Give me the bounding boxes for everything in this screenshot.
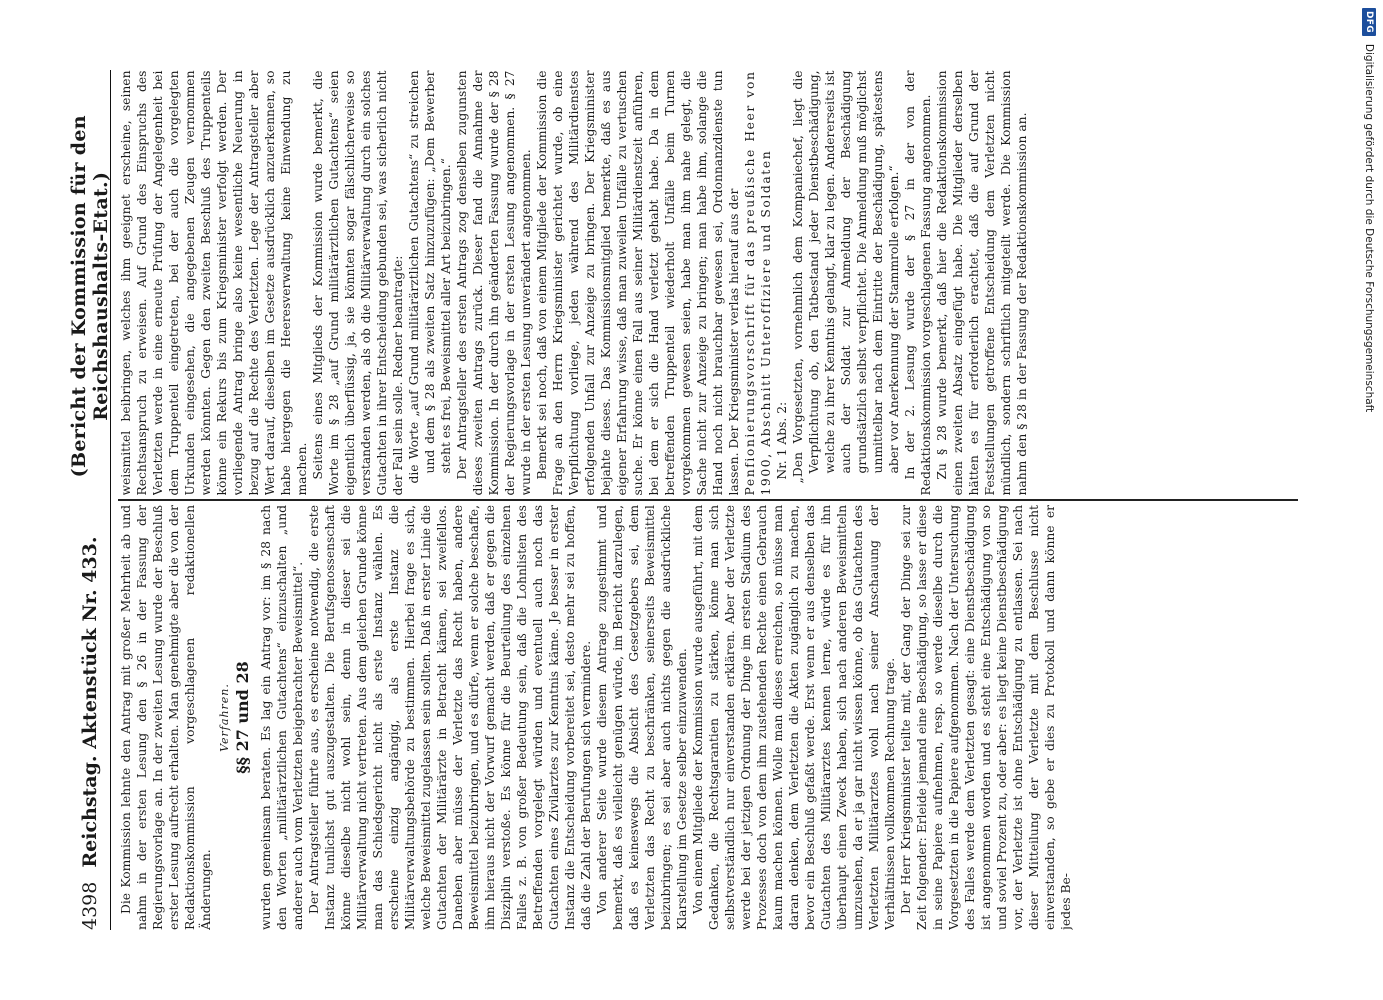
section-label: Verfahren. <box>218 683 231 752</box>
funding-text: Digitalisierung gefördert durch die Deutsche Forschungsgemeinschaft <box>1363 43 1375 413</box>
left-paragraph: Von einem Mitgliede der Kommission wurde ausgeführt, mit dem Gedanken, die Rechtsgarantien zu stärken, könne man sich selbstverständlich nur einverstanden erklären. Aber der Verletzte werde bei der jetzigen Ordnung der Dinge im ersten Stadium des Prozesses doch von dem ihm zustehenden Rechte einen Gebrauch kaum machen können. Wolle man dieses erreichen, so müsse man daran denken, dem Verletzten die Akten zugänglich zu machen, bevor ein Beschluß gefaßt werde. Erst wenn er aus denselben das Gutachten des Militärarztes kennen lerne, würde es für ihn überhaupt einen Zweck haben, sich nach anderen Beweismitteln umzusehen, da er ja gar nicht wissen könne, ob das Gutachten des Verletzten Militärarztes wohl nach seiner Anschauung der Verhältnissen vollkommen Rechnung trage. <box>691 505 897 930</box>
funding-note <box>1357 8 1381 768</box>
page-number: 4398 <box>79 881 101 930</box>
header-source: Reichstag. Aktenstück Nr. 433. <box>79 536 101 868</box>
right-paragraph: Zu § 28 wurde bemerkt, daß hier die Redaktionskommission einen zweiten Absatz eingefügt habe. Die Mitglieder derselben hätten es für erforderlich erachtet, daß die auf Grund der Feststellungen getroffene Entscheidung dem Verletzten nicht mündlich, sondern schriftlich mitgeteilt werde. Die Kommission nahm den § 28 in der Fassung der Redaktionskommission an. <box>935 70 1029 496</box>
left-paragraph: Der Antragsteller führte aus, es erscheine notwendig, die erste Instanz tunlichst gut auszugestalten. Die Berufsgenossenschaft könne dieselbe nicht wohl sein, denn in dieser sei die Militärverwaltung nicht vertreten. Aus dem gleichen Grunde könne man das Schiedsgericht nicht als erste Instanz wählen. Es erscheine einzig angängig, als erste Instanz die Militärverwaltungsbehörde zu bestimmen. Hierbei frage es sich, welche Beweismittel zugelassen sein sollten. Daß in erster Linie die Gutachten der Militärärzte in Betracht kämen, sei zweifellos. Daneben aber müsse der Verletzte das Recht haben, andere Beweismittel beizubringen, und es dürfe, wenn er solche beschaffe, ihm hieraus nicht der Vorwurf gemacht werden, daß er gegen die Disziplin verstoße. Es könne für die Beurteilung des einzelnen Falles z. B. von großer Bedeutung sein, daß die Lohnlisten des Betreffenden vorgelegt würden und eventuell auch noch das Gutachten eines Zivilarztes zur Kenntnis käme. Je besser in erster Instanz die Entscheidung vorbereitet sei, desto mehr sei zu hoffen, daß die Zahl der Berufungen sich vermindere. <box>307 505 593 930</box>
left-paragraph: wurden gemeinsam beraten. Es lag ein Antrag vor: im § 28 nach den Worten „militärärztlichen Gutachtens“ einzuschalten „und anderer auch vom Verletzten beigebrachter Beweismittel“. <box>259 505 305 930</box>
regulation-reference: Nr. 1 Abs. 2: <box>775 401 789 480</box>
header-title: (Bericht der Kommission für den Reichshaushalts-Etat.) <box>68 115 112 478</box>
quoted-motion: die Worte „auf Grund militärärztlichen Gutachtens“ zu streichen und dem § 28 als zweiten Satz hinzuzufügen: „Dem Bewerber steht es frei, Beweismittel aller Art beizubringen.“ <box>407 70 453 484</box>
right-paragraph: weismittel beibringen, welches ihm geeignet erscheine, seinen Rechtsanspruch zu erweisen. Auf Grund des Einspruchs des Verletzten werde in eine erneute Prüfung der Angelegenheit bei dem Truppenteil eingetreten, bei der auch die vorgelegten Urkunden eingesehen, die angegebenen Zeugen vernommen werden könnten. Gegen den zweiten Beschluß des Truppenteils könne ein Rekurs bis zum Kriegsminister verfolgt werden. Der vorliegende Antrag bringe also keine wesentliche Neuerung in bezug auf die Rechte des Verletzten. Lege der Antragsteller aber Wert darauf, dieselben im Gesetze ausdrücklich anzuerkennen, so habe hiergegen die Heeresverwaltung keine Einwendung zu machen. <box>119 70 309 496</box>
column-divider <box>118 500 1298 502</box>
left-paragraph: Der Herr Kriegsminister teilte mit, der Gang der Dinge sei zur Zeit folgender: Erleide jemand eine Beschädigung, so lasse er diese in seine Papiere aufnehmen, resp. so werde dieselbe durch die Vorgesetzten in die Papiere aufgenommen. Nach der Untersuchung des Falles werde dem Verletzten gesagt: eine Dienstbeschädigung ist angenommen worden und es steht eine Entschädigung von so und soviel Prozent zu, oder aber: es liegt keine Dienstbeschädigung vor, der Verletzte ist ohne Entschädigung zu entlassen. Sei nach dieser Mitteilung der Verletzte mit dem Beschlusse nicht einverstanden, so gebe er dies zu Protokoll und dann könne er jedes Be- <box>899 505 1073 930</box>
right-paragraph: In der 2. Lesung wurde der § 27 in der von der Redaktionskommission vorgeschlagenen Fassung angenommen. <box>903 70 933 496</box>
digitization-sidebar <box>1355 0 1383 1000</box>
quoted-regulation: „Den Vorgesetzten, vornehmlich dem Kompaniechef, liegt die Verpflichtung ob, den Tatbestand jeder Dienstbeschädigung, welche zu ihrer Kenntnis gelangt, klar zu legen. Andererseits ist auch der Soldat zur Anmeldung der Beschädigung grundsätzlich selbst verpflichtet. Die Anmeldung muß möglichst unmittelbar nach dem Eintritte der Beschädigung, spätestens aber vor Anerkennung der Stammrolle erfolgen.“ <box>791 70 901 484</box>
page-header <box>70 70 111 930</box>
text-columns <box>118 70 1298 930</box>
left-paragraph: Die Kommission lehnte den Antrag mit großer Mehrheit ab und nahm in der ersten Lesung den § 26 in der Fassung der Regierungsvorlage an. In der zweiten Lesung wurde der Beschluß erster Lesung aufrecht erhalten. Man genehmigte aber die von der Redaktionskommission vorgeschlagenen redaktionellen Änderungen. <box>119 505 213 930</box>
left-column <box>118 505 1298 930</box>
section-heading: §§ 27 und 28 <box>233 661 252 774</box>
dfg-logo: DFG <box>1362 8 1376 36</box>
right-paragraph: Der Antragsteller des ersten Antrags zog denselben zugunsten dieses zweiten Antrags zurück. Dieser fand die Annahme der Kommission. In der durch ihn geänderten Fassung wurde der § 28 der Regierungsvorlage in der ersten Lesung angenommen. § 27 wurde in der ersten Lesung unverändert angenommen. <box>455 70 533 496</box>
page-frame <box>70 70 1310 930</box>
regulation-title: Penfionierungsvorschrift für das preußische Heer von 1900, Abschnitt Unteroffiziere und Soldaten <box>743 70 773 496</box>
right-paragraph: Bemerkt sei noch, daß von einem Mitgliede der Kommission die Frage an den Herrn Kriegsminister gerichtet wurde, ob eine Verpflichtung vorliege, jeden während des Militärdienstes erfolgenden Unfall zur Anzeige zu bringen. Der Kriegsminister bejahte dieses. Das Kommissionsmitglied bemerkte, daß es aus eigener Erfahrung wisse, daß man zuweilen Unfälle zu vertuschen suche. Er könne einen Fall aus seiner Militärdienstzeit anführen, bei dem er sich die Hand verletzt gehabt habe. Da in dem betreffenden Truppenteil wiederholt Unfälle beim Turnen vorgekommen gewesen seien, habe man ihm nahe gelegt, die Sache nicht zur Anzeige zu bringen; man habe ihm, solange die Hand noch nicht brauchbar gewesen sei, Ordonnanzdienste tun lassen. Der Kriegsminister verlas hierauf aus der <box>535 70 741 496</box>
right-column <box>118 71 1298 496</box>
left-paragraph: Von anderer Seite wurde diesem Antrage zugestimmt und bemerkt, daß es vielleicht genügen würde, im Bericht darzulegen, daß es keineswegs die Absicht des Gesetzgebers sei, dem Verletzten das Recht zu beschränken, seinerseits Beweismittel beizubringen; es sei aber auch nichts gegen die ausdrückliche Klarstellung im Gesetze selber einzuwenden. <box>595 505 689 930</box>
right-paragraph: Seitens eines Mitglieds der Kommission wurde bemerkt, die Worte im § 28 „auf Grund militärärztlichen Gutachtens“ seien eigentlich überflüssig, ja, sie könnten sogar fälschlicherweise so verstanden werden, als ob die Militärverwaltung durch ein solches Gutachten in ihrer Entscheidung gebunden sei, was sicherlich nicht der Fall sein solle. Redner beantragte: <box>311 70 405 496</box>
